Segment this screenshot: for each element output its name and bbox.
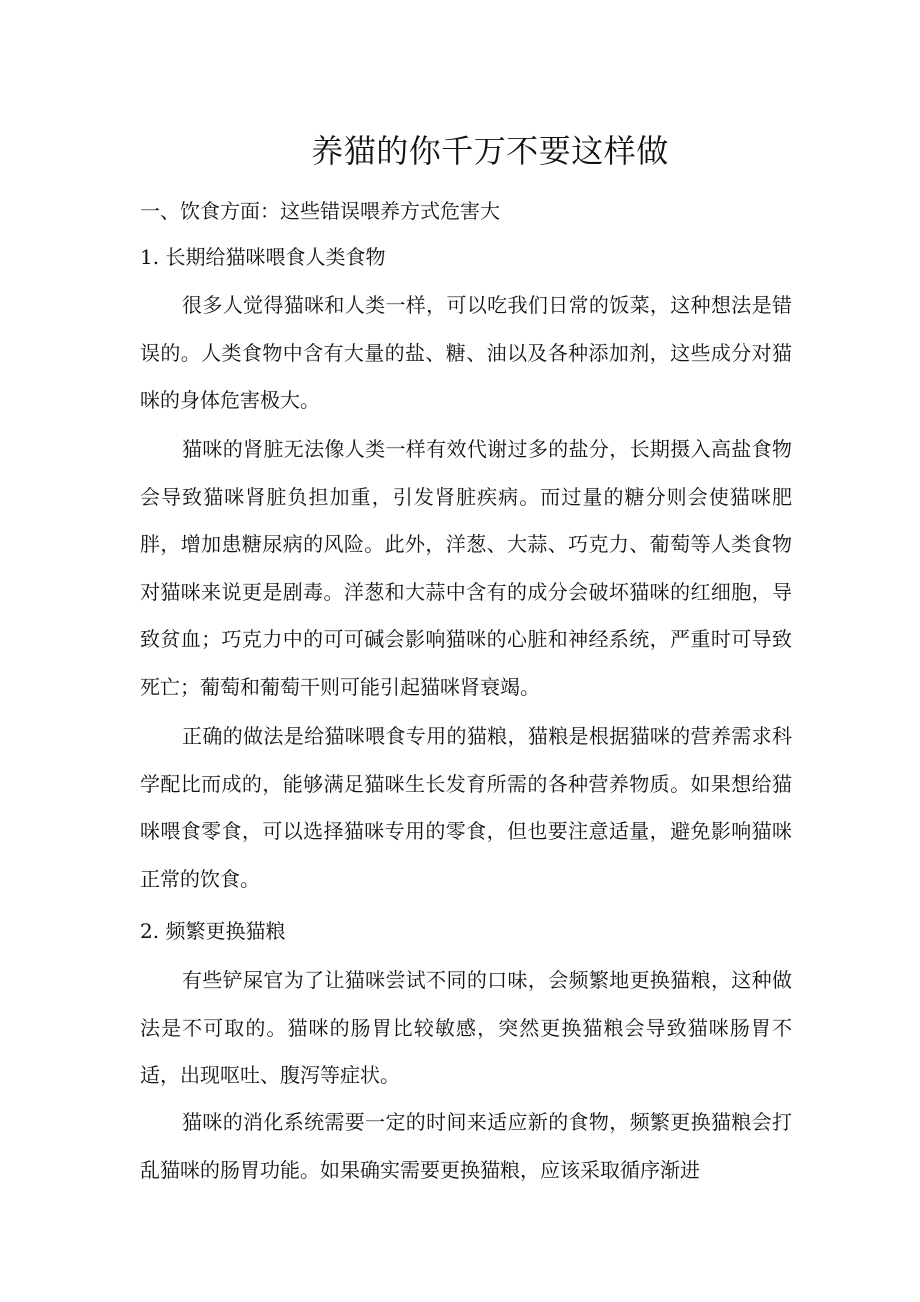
paragraph-2: 猫咪的肾脏无法像人类一样有效代谢过多的盐分，长期摄入高盐食物会导致猫咪肾脏负担加重，引发肾脏疾病。而过量的糖分则会使猫咪肥胖，增加患糖尿病的风险。此外，洋葱、大蒜、巧克力、葡萄等人类食物对猫咪来说更是剧毒。洋葱和大蒜中含有的成分会破坏猫咪的红细胞，导致贫血；巧克力中的可可碱会影响猫咪的心脏和神经系统，严重时可导致死亡；葡萄和葡萄干则可能引起猫咪肾衰竭。 xyxy=(140,437,792,699)
subsection-heading-1: 1. 长期给猫咪喂食人类食物 xyxy=(140,245,386,269)
section-heading: 一、饮食方面：这些错误喂养方式危害大 xyxy=(140,199,500,223)
paragraph-3: 正确的做法是给猫咪喂食专用的猫粮，猫粮是根据猫咪的营养需求科学配比而成的，能够满足猫咪生长发育所需的各种营养物质。如果想给猫咪喂食零食，可以选择猫咪专用的零食，但也要注意适量，避免影响猫咪正常的饮食。 xyxy=(140,724,792,891)
page-title: 养猫的你千万不要这样做 xyxy=(311,132,669,170)
paragraph-1: 很多人觉得猫咪和人类一样，可以吃我们日常的饭菜，这种想法是错误的。人类食物中含有大量的盐、糖、油以及各种添加剂，这些成分对猫咪的身体危害极大。 xyxy=(140,293,792,412)
paragraph-5: 猫咪的消化系统需要一定的时间来适应新的食物，频繁更换猫粮会打乱猫咪的肠胃功能。如果确实需要更换猫粮，应该采取循序渐进 xyxy=(140,1110,792,1182)
paragraph-4: 有些铲屎官为了让猫咪尝试不同的口味，会频繁地更换猫粮，这种做法是不可取的。猫咪的肠胃比较敏感，突然更换猫粮会导致猫咪肠胃不适，出现呕吐、腹泻等症状。 xyxy=(140,968,792,1087)
subsection-heading-2: 2. 频繁更换猫粮 xyxy=(140,919,286,943)
